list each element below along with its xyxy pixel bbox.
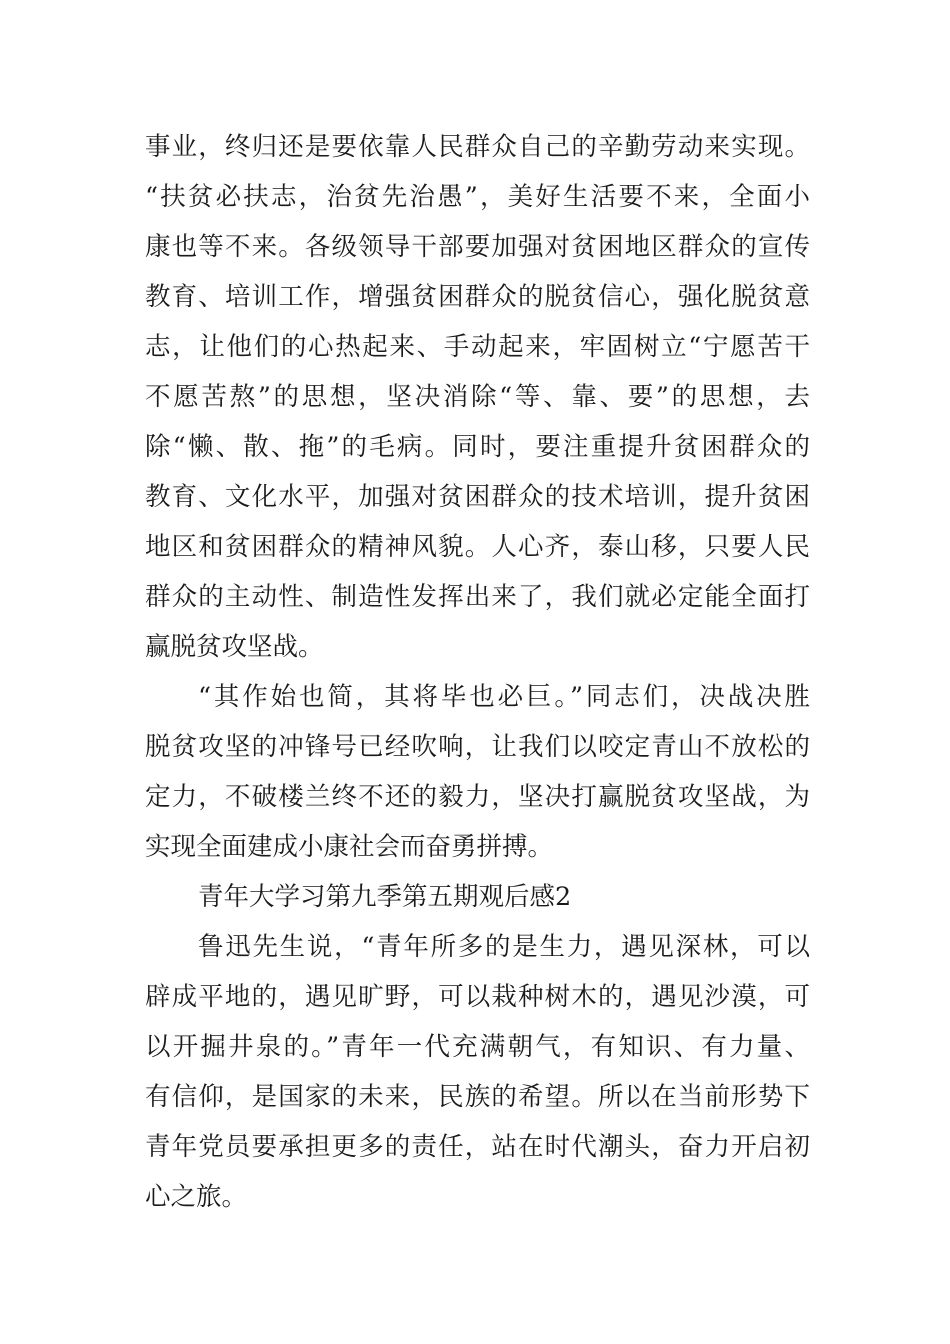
paragraph-line: 脱贫攻坚的冲锋号已经吹响，让我们以咬定青山不放松的 bbox=[145, 732, 810, 762]
paragraph-line: 教育、培训工作，增强贫困群众的脱贫信心，强化脱贫意 bbox=[145, 282, 810, 312]
paragraph-line: “其作始也简，其将毕也必巨。”同志们，决战决胜 bbox=[198, 682, 810, 712]
paragraph-line: 辟成平地的，遇见旷野，可以栽种树木的，遇见沙漠，可 bbox=[145, 982, 810, 1012]
paragraph-line: 心之旅。 bbox=[145, 1182, 248, 1212]
paragraph-line: 以开掘井泉的。”青年一代充满朝气，有知识、有力量、 bbox=[145, 1032, 810, 1062]
paragraph-line: 实现全面建成小康社会而奋勇拼搏。 bbox=[145, 832, 554, 862]
paragraph-line: 定力，不破楼兰终不还的毅力，坚决打赢脱贫攻坚战，为 bbox=[145, 782, 810, 812]
paragraph-line: 鲁迅先生说，“青年所多的是生力，遇见深林，可以 bbox=[198, 932, 810, 962]
paragraph-line: 志，让他们的心热起来、手动起来，牢固树立“宁愿苦干 bbox=[145, 332, 810, 362]
paragraph-line: 群众的主动性、制造性发挥出来了，我们就必定能全面打 bbox=[145, 582, 810, 612]
paragraph-line: “扶贫必扶志，治贫先治愚”，美好生活要不来，全面小 bbox=[145, 182, 810, 212]
paragraph-line: 事业，终归还是要依靠人民群众自己的辛勤劳动来实现。 bbox=[145, 132, 810, 162]
paragraph-line: 有信仰，是国家的未来，民族的希望。所以在当前形势下 bbox=[145, 1082, 810, 1112]
paragraph-line: 不愿苦熬”的思想，坚决消除“等、靠、要”的思想，去 bbox=[145, 382, 810, 412]
paragraph-line: 青年党员要承担更多的责任，站在时代潮头，奋力开启初 bbox=[145, 1132, 810, 1162]
paragraph-line: 地区和贫困群众的精神风貌。人心齐，泰山移，只要人民 bbox=[145, 532, 810, 562]
paragraph-line: 教育、文化水平，加强对贫困群众的技术培训，提升贫困 bbox=[145, 482, 810, 512]
paragraph-line: 赢脱贫攻坚战。 bbox=[145, 632, 324, 662]
paragraph-line: 康也等不来。各级领导干部要加强对贫困地区群众的宣传 bbox=[145, 232, 810, 262]
paragraph-line: 除“懒、散、拖”的毛病。同时，要注重提升贫困群众的 bbox=[145, 432, 810, 462]
section-heading: 青年大学习第九季第五期观后感2 bbox=[198, 882, 572, 912]
